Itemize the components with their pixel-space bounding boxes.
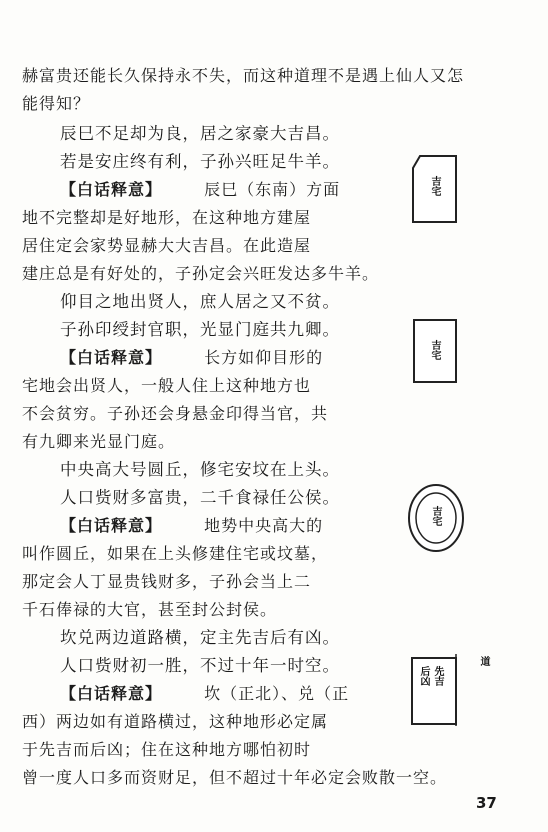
- diagram-label: 后凶: [418, 666, 429, 686]
- verse-line: 人口赀财初一胜，不过十年一时空。: [60, 656, 340, 675]
- diagram-label: 吉宅: [429, 176, 440, 196]
- explanation-heading: 【白话释意】: [60, 180, 163, 199]
- text-line: 地势中央高大的: [204, 516, 324, 535]
- text-line: 不会贫穷。子孙还会身悬金印得当官，共: [22, 404, 329, 423]
- diagram-label: 吉宅: [430, 506, 441, 526]
- text-line: 建庄总是有好处的，子孙定会兴旺发达多牛羊。: [22, 264, 380, 283]
- verse-line: 子孙印绶封官职，光显门庭共九卿。: [60, 320, 340, 339]
- text-line: 那定会人丁显贵钱财多，子孙会当上二: [22, 572, 312, 591]
- explanation-heading: 【白话释意】: [60, 348, 163, 367]
- diagram-label: 吉宅: [429, 340, 440, 360]
- diagram-label: 先吉: [432, 666, 443, 686]
- verse-line: 中央高大号圆丘，修宅安坟在上头。: [60, 460, 340, 479]
- verse-line: 辰巳不足却为良，居之家豪大吉昌。: [60, 124, 340, 143]
- page-number: 37: [476, 794, 497, 812]
- text-line: 赫富贵还能长久保持永不失，而这种道理不是遇上仙人又怎: [22, 66, 465, 85]
- text-line: 宅地会出贤人，一般人住上这种地方也: [22, 376, 312, 395]
- plot-diagram-roads: [410, 652, 462, 728]
- text-line: 于先吉而后凶；住在这种地方哪怕初时: [22, 740, 312, 759]
- text-line: 曾一度人口多而资财足，但不超过十年必定会败散一空。: [22, 768, 448, 787]
- explanation-heading: 【白话释意】: [60, 684, 163, 703]
- text-line: 有九卿来光显门庭。: [22, 432, 176, 451]
- text-line: 辰巳（东南）方面: [204, 180, 341, 199]
- text-line: 西）两边如有道路横过，这种地形必定属: [22, 712, 329, 731]
- text-line: 长方如仰目形的: [204, 348, 324, 367]
- text-line: 千石俸禄的大官，甚至封公封侯。: [22, 600, 278, 619]
- text-line: 叫作圆丘，如果在上头修建住宅或坟墓，: [22, 544, 329, 563]
- verse-line: 若是安庄终有利，子孙兴旺足牛羊。: [60, 152, 340, 171]
- text-line: 地不完整却是好地形，在这种地方建屋: [22, 208, 312, 227]
- text-line: 坎（正北）、兑（正: [204, 684, 350, 703]
- text-line: 居住定会家势显赫大大吉昌。在此造屋: [22, 236, 312, 255]
- text-line: 能得知？: [22, 94, 91, 113]
- verse-line: 仰目之地出贤人，庶人居之又不贫。: [60, 292, 340, 311]
- verse-line: 人口赀财多富贵，二千食禄任公侯。: [60, 488, 340, 507]
- verse-line: 坎兑两边道路横，定主先吉后有凶。: [60, 628, 340, 647]
- road-label: 道: [478, 656, 489, 666]
- explanation-heading: 【白话释意】: [60, 516, 163, 535]
